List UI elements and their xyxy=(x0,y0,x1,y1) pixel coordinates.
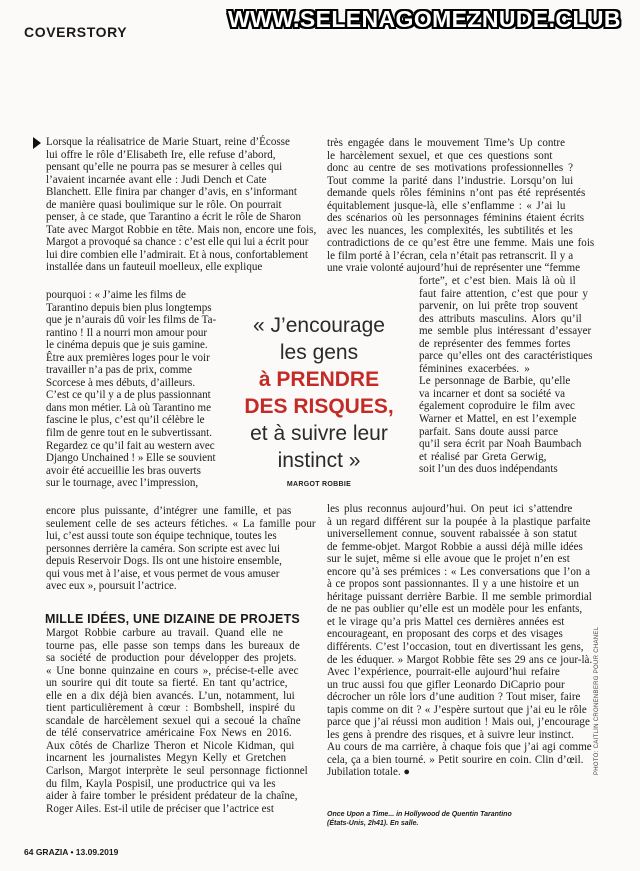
text-line: et le virage qu’a pris Mattel ces dernières années est xyxy=(327,615,565,628)
pull-quote-line-1: « J’encourage xyxy=(253,314,385,337)
text-line: avec eux », poursuit l’actrice. xyxy=(46,580,177,593)
text-line: qui vous met à l’aise, et vous permet de vous amuser xyxy=(46,567,280,580)
pull-quote-attribution: MARGOT ROBBIE xyxy=(286,481,352,488)
text-line: C’est ce qu’il y a de plus passionnant xyxy=(46,389,211,402)
text-line: qu’il sera écrit par Noah Baumbach xyxy=(419,438,582,451)
pull-quote xyxy=(232,312,406,488)
text-line: rantino ! Il a nourri mon amour pour xyxy=(46,326,208,339)
text-line: Le personnage de Barbie, qu’elle xyxy=(419,375,571,388)
text-line: lui offre le rôle d’Elisabeth Ire, elle refuse d’abord, xyxy=(46,148,276,161)
text-line: va incarner et dont sa société va xyxy=(419,387,566,400)
text-line: Lorsque la réalisatrice de Marie Stuart, reine d’Écosse xyxy=(46,136,290,148)
text-line: encore plus puissante, d’intégrer une famille, et pas xyxy=(46,505,292,517)
text-line: sa société de production pour développer des projets. xyxy=(46,652,297,665)
pull-quote-line-2: les gens xyxy=(279,341,359,364)
article-col2-barbie xyxy=(419,275,592,476)
text-line: pensant qu’elle ne pourra pas se mesurer à celles qui xyxy=(46,161,283,174)
section-label: COVERSTORY xyxy=(24,24,128,40)
text-line: travailler n’a pas de prix, comme xyxy=(46,364,193,377)
article-col1-continued xyxy=(46,505,316,593)
text-line: parfait. Sans doute aussi parce xyxy=(419,425,559,438)
text-line: que je n’aurais dû voir les films de Ta- xyxy=(46,314,217,327)
article-col1-projects xyxy=(46,627,308,815)
text-line: universellement connue, souvent rabaissée à son statut xyxy=(327,528,577,541)
text-line: un truc aussi fou que gifler Leonardo DiCaprio pour xyxy=(327,678,565,691)
text-line: Scorcese à mes débuts, d’ailleurs. xyxy=(46,376,196,389)
text-line: parce qu’elles ont des caractéristiques xyxy=(419,350,593,363)
text-line: équitablement jusque-là, elle s’enflamme : « J’ai lu xyxy=(327,199,566,212)
text-line: sur le tournage, avec l’impression, xyxy=(46,477,199,490)
text-line: le film porté à l’écran, cela n’était pas retranscrit. Il y a xyxy=(327,249,574,262)
lead-arrow-icon xyxy=(33,137,41,149)
text-line: les plus reconnus aujourd’hui. On peut ici s’attendre xyxy=(327,503,573,515)
article-col2-intro xyxy=(327,137,594,275)
text-line: Margot a provoqué sa chance : c’est elle qui lui a écrit pour xyxy=(46,236,309,249)
text-line: Django Unchained ! » Elle se souvient xyxy=(46,452,216,465)
pull-quote-line-3: à PRENDRE xyxy=(258,368,380,391)
text-line: une vraie volonté aujourd’hui de représenter une “femme xyxy=(327,262,581,275)
pull-quote-line-4: DES RISQUES, xyxy=(244,395,394,418)
text-line: seulement celle de ses acteurs fétiches. « La famille pour xyxy=(46,517,316,530)
text-line: Au cours de ma carrière, à chaque fois que j’ai agi comme xyxy=(327,741,592,754)
text-line: parvenir, on lui prête trop souvent xyxy=(419,300,578,313)
text-line: contradictions de ce qu’est être une femme. Mais une fois xyxy=(327,237,595,250)
text-line: des attributs masculins. Alors qu’il xyxy=(419,312,582,325)
text-line: elle en a dix déjà bien avancés. L’un, notamment, lui xyxy=(46,689,295,702)
text-line: dans mon métier. Là où Tarantino me xyxy=(46,401,211,414)
text-line: scandale de harcèlement sexuel qui a secoué la chaîne xyxy=(46,714,301,727)
pull-quote-line-6: instinct » xyxy=(277,449,361,472)
text-line: féminines exacerbées. » xyxy=(419,362,530,375)
film-caption-line: Once Upon a Time... in Hollywood de Quentin Tarantino xyxy=(327,811,512,818)
text-line: me semble plus intéressant d’essayer xyxy=(419,325,592,338)
text-line: héritage puissant derrière Barbie. Il me semble primordial xyxy=(327,590,592,603)
text-line: soit l’un des duos indépendants xyxy=(419,463,558,476)
text-line: tourne pas, elle passe son temps dans les bureaux de xyxy=(46,639,300,652)
text-line: installée dans un fauteuil moelleux, elle explique xyxy=(46,261,263,274)
text-line: fascine le plus, c’est qu’il célèbre le xyxy=(46,414,205,427)
text-line: Tout comme la parité dans l’industrie. Lorsqu’on lui xyxy=(327,174,574,187)
text-line: aider à faire tomber le président prédateur de la chaîne, xyxy=(46,790,298,803)
text-line: de les éduquer. » Margot Robbie fête ses 29 ans ce jour-là. xyxy=(327,653,593,666)
text-line: Jubilation totale. ● xyxy=(327,766,411,779)
article-col2-continued xyxy=(327,503,592,779)
article-col1-intro xyxy=(46,136,316,274)
text-line: tapis comme on dit ? « J’espère surtout que j’ai eu le rôle xyxy=(327,703,587,716)
text-line: parce que j’ai réussi mon audition ! Mais oui, j’encourage xyxy=(327,716,590,729)
text-line: lui, c’est aussi toute son équipe technique, toutes les xyxy=(46,530,277,543)
text-line: encourageant, en proposant des corps et des visages xyxy=(327,628,563,641)
text-line: très engagée dans le mouvement Time’s Up contre xyxy=(327,137,566,149)
text-line: personnes derrière la caméra. Son scripte est avec lui xyxy=(46,542,281,555)
text-line: à ce propos sont passionnantes. Il y a une histoire et un xyxy=(327,578,579,591)
page-footer: 64 GRAZIA • 13.09.2019 xyxy=(24,847,119,857)
article-col1-quote xyxy=(46,289,216,490)
text-line: film de genre tout en le subvertissant. xyxy=(46,427,212,440)
text-line: différents. C’est l’occasion, tout en divertissant les gens, xyxy=(327,641,584,654)
text-line: incarnent les journalistes Megyn Kelly et Gretchen xyxy=(46,752,287,765)
text-line: pourquoi : « J’aime les films de xyxy=(46,289,186,301)
text-line: l’avaient incarnée avant elle : Judi Dench et Cate xyxy=(46,173,267,186)
pull-quote-line-5: et à suivre leur xyxy=(250,422,388,445)
text-line: Carlson, Margot interprète le seul personnage fictionnel xyxy=(46,765,308,778)
text-line: le cinéma depuis que je suis gamine. xyxy=(46,339,208,352)
text-line: avec les nuances, les complexités, les subtilités et les xyxy=(327,224,573,237)
film-caption-line: (États-Unis, 2h41). En salle. xyxy=(327,820,419,827)
text-line: Avec l’expérience, pourrait-elle aujourd’hui refaire xyxy=(327,666,560,679)
photo-credit: PHOTO: CAITLIN CRONENBERG POUR CHANEL xyxy=(594,626,600,775)
text-line: Warner et Mattel, en est l’exemple xyxy=(419,413,577,426)
text-line: cela, ça a bien tourné. » Petit sourire en coin. Clin d’œil. xyxy=(327,753,584,766)
film-caption xyxy=(327,810,512,828)
text-line: demande quels rôles féminins n’ont pas été représentés xyxy=(327,187,586,200)
text-line: de ne pas oublier qu’elle est un modèle pour les enfants, xyxy=(327,603,583,616)
text-line: tient particulièrement à cœur : Bombshell, inspiré du xyxy=(46,702,296,715)
text-line: penser, à ce stade, que Tarantino a écrit le rôle de Sharon xyxy=(46,211,301,224)
text-line: décrocher un rôle lors d’une audition ? Tout miser, faire xyxy=(327,691,581,704)
text-line: de manière quasi boulimique sur le rôle. On pourrait xyxy=(46,198,282,211)
text-line: Tarantino depuis bien plus longtemps xyxy=(46,301,212,314)
text-line: un sourire qui dit toute sa fierté. En tant qu’actrice, xyxy=(46,677,288,690)
text-line: sur le sujet, même si elle avoue que le projet n’en est xyxy=(327,553,570,566)
text-line: et réalisé par Greta Gerwig, xyxy=(419,450,547,463)
site-watermark: WWW.SELENAGOMEZNUDE.CLUB xyxy=(228,6,621,32)
text-line: les gens à prendre des risques, et à suivre leur instinct. xyxy=(327,728,574,741)
text-line: de télé conservatrice américaine Fox News en 2016. xyxy=(46,727,292,740)
text-line: du film, Kayla Pospisil, une productrice qui va les xyxy=(46,777,276,790)
text-line: forte”, et c’est bien. Mais là où il xyxy=(419,275,576,287)
text-line: encore qu’à ses prémices : « Les conversations que l’on a xyxy=(327,565,590,578)
text-line: Blanchett. Elle finira par changer d’avis, en s’informant xyxy=(46,186,297,199)
text-line: à un regard différent sur la poupée à la plastique parfaite xyxy=(327,515,591,528)
text-line: Regardez ce qu’il fait au western avec xyxy=(46,439,215,452)
text-line: Roger Ailes. Est-il utile de préciser que l’actrice est xyxy=(46,802,274,815)
text-line: de représenter des femmes fortes xyxy=(419,337,571,350)
text-line: Aux côtés de Charlize Theron et Nicole Kidman, qui xyxy=(46,739,295,752)
text-line: avoir été accueillie les bras ouverts xyxy=(46,464,201,477)
text-line: également coproduire le film avec xyxy=(419,400,575,413)
text-line: Margot Robbie carbure au travail. Quand elle ne xyxy=(46,627,283,639)
text-line: le harcèlement sexuel, et que ces questions sont xyxy=(327,149,553,162)
section-subheading: MILLE IDÉES, UNE DIZAINE DE PROJETS xyxy=(45,612,300,626)
text-line: donc au centre de ses motivations professionnelles ? xyxy=(327,162,573,175)
text-line: Être aux premières loges pour le voir xyxy=(46,351,210,364)
text-line: de femme-objet. Margot Robbie a aussi déjà mille idées xyxy=(327,540,583,553)
text-line: faut faire attention, c’est que pour y xyxy=(419,287,588,300)
text-line: des scénarios où les personnages féminins étaient écrits xyxy=(327,212,585,225)
text-line: « Une bonne quinzaine en cours », précise-t-elle avec xyxy=(46,664,299,677)
text-line: depuis Reservoir Dogs. Ils ont une histoire ensemble, xyxy=(46,555,282,568)
text-line: lui dire combien elle l’admirait. Et à nous, confortablement xyxy=(46,248,308,261)
text-line: Tate avec Margot Robbie en tête. Mais non, encore une fois, xyxy=(46,223,317,236)
